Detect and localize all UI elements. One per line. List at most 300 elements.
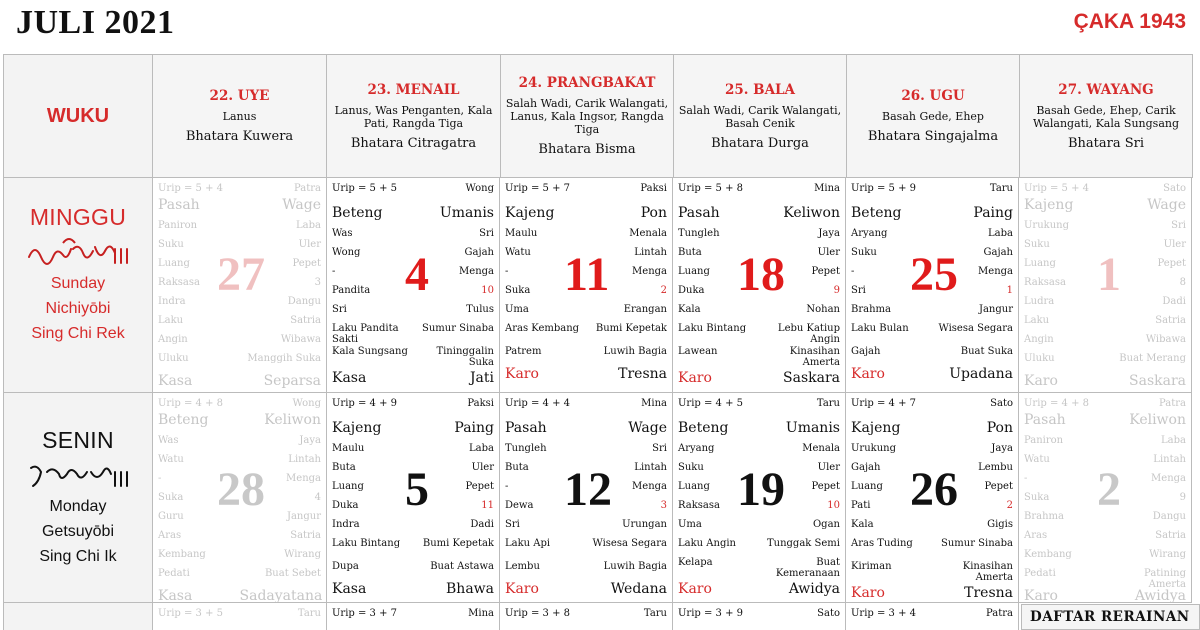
cell-row xyxy=(1024,198,1186,220)
cell-row-label: Luang xyxy=(678,266,710,277)
cell-row xyxy=(851,228,1013,247)
cell-row-label: Karo xyxy=(1024,373,1058,389)
wuku-label-cell xyxy=(4,55,153,178)
cell-row-label: Pasah xyxy=(158,197,200,213)
cell-row-label: Karo xyxy=(851,585,885,601)
cell-row-label: Luang xyxy=(851,481,883,492)
cell-row-label: Duka xyxy=(332,500,359,511)
cell-row-value: 8 xyxy=(1179,277,1186,288)
cell-row-label: Uma xyxy=(678,519,702,530)
wuku-deity: Bhatara Citragatra xyxy=(350,135,477,151)
cell-row xyxy=(332,304,494,323)
cell-row-label: Pasah xyxy=(1024,412,1066,428)
cell-row-label: Kasa xyxy=(158,588,193,603)
cell-row-value: Laba xyxy=(469,443,494,454)
cell-row xyxy=(332,206,494,228)
cell-row-label: Laku Bulan xyxy=(851,323,909,334)
cell-row-value: Sadayatana xyxy=(239,588,323,603)
cell-row-value: 9 xyxy=(833,285,840,296)
cell-row xyxy=(851,586,1013,603)
cell-row-label: Urip = 5 + 4 xyxy=(1024,183,1090,194)
cell-row-label: Laku xyxy=(1024,315,1050,326)
cell-row-value: Lintah xyxy=(288,454,321,465)
cell-row-label: Pasah xyxy=(678,205,720,221)
day-name-english: Sunday xyxy=(50,275,106,292)
cell-row-value: Wibawa xyxy=(1145,334,1186,345)
cell-row-label: Beteng xyxy=(158,412,209,428)
day-cell[interactable] xyxy=(153,603,327,630)
cell-row-label: Luang xyxy=(158,258,190,269)
cell-row-value: Jaya xyxy=(818,228,840,239)
cell-row-value: Lintah xyxy=(1153,454,1186,465)
cell-row-value: Sri xyxy=(1171,220,1186,231)
cell-row-value: Urungan xyxy=(622,519,667,530)
cell-row-label: Beteng xyxy=(678,420,729,436)
cell-row-label: Sri xyxy=(332,304,347,315)
day-label-tuesday xyxy=(4,603,153,630)
cell-row xyxy=(505,538,667,561)
cell-row-label: Paniron xyxy=(1024,435,1064,446)
cell-row-label: Kembang xyxy=(1024,549,1072,560)
cell-row xyxy=(158,220,321,239)
cell-row-value: Manggih Suka xyxy=(247,353,321,364)
cell-row-value: Awidya xyxy=(788,581,840,597)
cell-row-value: Luwih Bagia xyxy=(603,561,667,572)
cell-row-value: 1 xyxy=(1006,285,1013,296)
cell-row-value: Upadana xyxy=(949,366,1013,382)
cell-row-value: Jangur xyxy=(286,511,321,522)
cell-row-label: Gajah xyxy=(851,346,881,357)
cell-row-value: Umanis xyxy=(439,205,494,221)
cell-row-value: Uler xyxy=(817,462,840,473)
wuku-cell xyxy=(847,55,1020,178)
cell-row-value: Menga xyxy=(632,266,667,277)
wuku-description: Salah Wadi, Carik Walangati, Basah Cenik xyxy=(678,103,842,130)
cell-row xyxy=(158,589,321,603)
day-name-chinese: Sing Chi Rek xyxy=(31,325,125,342)
cell-row xyxy=(1024,568,1186,590)
date-number: 19 xyxy=(737,463,785,516)
cell-row xyxy=(505,608,667,623)
cell-row-label: Pati xyxy=(851,500,871,511)
cell-row-value: Pon xyxy=(640,205,667,221)
cell-row-value: Jaya xyxy=(299,435,321,446)
cell-row-value: Laba xyxy=(1161,435,1186,446)
date-number: 27 xyxy=(217,248,265,301)
cell-row-value: Wirang xyxy=(284,549,321,560)
cell-row-value: Buat Astawa xyxy=(430,561,494,572)
wuku-description: Salah Wadi, Carik Walangati, Lanus, Kala Ingsor, Rangda Tiga xyxy=(505,97,669,136)
cell-row-label: Kajeng xyxy=(1024,197,1074,213)
cell-row-label: Suku xyxy=(158,239,184,250)
cell-row-label: Was xyxy=(332,228,353,239)
cell-row-value: Dangu xyxy=(1152,511,1186,522)
calendar-grid xyxy=(3,54,1193,630)
cell-row xyxy=(1024,374,1186,392)
day-cell[interactable] xyxy=(673,393,846,603)
day-cell[interactable] xyxy=(500,393,673,603)
cell-row xyxy=(678,228,840,247)
cell-row xyxy=(158,353,321,372)
cell-row-label: Luang xyxy=(1024,258,1056,269)
cell-row xyxy=(851,398,1013,421)
week-row-1 xyxy=(4,178,1193,393)
cell-row-value: Uler xyxy=(298,239,321,250)
cell-row-value: Sato xyxy=(1163,183,1186,194)
day-cell[interactable] xyxy=(153,393,327,603)
cell-row-label: Duka xyxy=(678,285,705,296)
cell-row-value: Paing xyxy=(973,205,1013,221)
day-name: SENIN xyxy=(42,427,114,453)
cell-row xyxy=(1024,435,1186,454)
cell-row-value: Wage xyxy=(282,197,321,213)
cell-row-label: Suku xyxy=(1024,239,1050,250)
week-row-2 xyxy=(4,393,1193,603)
cell-row xyxy=(851,304,1013,323)
cell-row-label: Angin xyxy=(158,334,188,345)
cell-row-value: Uler xyxy=(1163,239,1186,250)
cell-row-value: Dadi xyxy=(1162,296,1186,307)
cell-row-value: Keliwon xyxy=(1129,412,1186,428)
wuku-cell xyxy=(327,55,501,178)
cell-row-value: Wisesa Segara xyxy=(938,323,1013,334)
cell-row-value: Buat Kemeranaan xyxy=(775,557,840,579)
cell-row-value: Taru xyxy=(989,183,1013,194)
cell-row-value: Buat Sebet xyxy=(264,568,321,579)
wuku-label: WUKU xyxy=(46,104,110,127)
cell-row-label: Uma xyxy=(505,304,529,315)
cell-row-label: Kelapa xyxy=(678,557,713,568)
cell-row-value: 10 xyxy=(481,285,494,296)
cell-row-value: Mina xyxy=(468,608,494,619)
balinese-script-icon xyxy=(23,458,133,492)
cell-row xyxy=(158,374,321,392)
cell-row-label: Kajeng xyxy=(332,420,382,436)
wuku-name: 24. PRANGBAKAT xyxy=(518,75,656,91)
cell-row-value: Keliwon xyxy=(783,205,840,221)
cell-row-label: Urip = 5 + 8 xyxy=(678,183,744,194)
cell-row-value: Wibawa xyxy=(280,334,321,345)
cell-row-value: 3 xyxy=(314,277,321,288)
date-number: 2 xyxy=(1097,463,1121,516)
cell-row xyxy=(332,323,494,346)
cell-row xyxy=(505,582,667,600)
day-cell[interactable] xyxy=(153,178,327,393)
cell-row-label: Aras Tuding xyxy=(851,538,913,549)
cell-row-value: Patra xyxy=(1158,398,1186,409)
cell-row-value: Sri xyxy=(479,228,494,239)
cell-row-value: Lintah xyxy=(634,462,667,473)
cell-row xyxy=(678,304,840,323)
cell-row-label: Sri xyxy=(505,519,520,530)
cell-row-value: 3 xyxy=(660,500,667,511)
cell-row-label: Karo xyxy=(851,366,885,382)
cell-row-label: Urip = 3 + 5 xyxy=(158,608,224,619)
cell-row-value: Lembu xyxy=(978,462,1013,473)
wuku-deity: Bhatara Singajalma xyxy=(867,129,999,144)
cell-row-label: Beteng xyxy=(332,205,383,221)
cell-row-label: Urip = 4 + 4 xyxy=(505,398,571,409)
day-name: MINGGU xyxy=(29,204,127,230)
cell-row-label: Lawean xyxy=(678,346,718,357)
cell-row-label: Kala Sungsang xyxy=(332,346,408,357)
cell-row-value: Lintah xyxy=(634,247,667,258)
date-number: 5 xyxy=(405,463,429,516)
cell-row xyxy=(678,443,840,462)
cell-row-value: Laba xyxy=(296,220,321,231)
cell-row-value: Menala xyxy=(802,443,840,454)
cell-row xyxy=(678,206,840,228)
wuku-cell xyxy=(501,55,674,178)
date-number: 12 xyxy=(564,463,612,516)
wuku-deity: Bhatara Durga xyxy=(711,135,809,151)
cell-row-label: Lembu xyxy=(505,561,540,572)
cell-row-label: Kiriman xyxy=(851,561,892,572)
cell-row xyxy=(332,561,494,580)
cell-row xyxy=(1024,589,1186,603)
cell-row xyxy=(1024,315,1186,334)
cell-row-label: Tungleh xyxy=(505,443,547,454)
cell-row-value: Wisesa Segara xyxy=(592,538,667,549)
cell-row-value: Tresna xyxy=(618,366,667,382)
cell-row-value: Bhawa xyxy=(446,581,494,597)
cell-row xyxy=(505,183,667,206)
date-number: 25 xyxy=(910,248,958,301)
cell-row-label: Angin xyxy=(1024,334,1054,345)
cell-row-label: Kasa xyxy=(332,581,367,597)
day-cell[interactable] xyxy=(1019,178,1192,393)
cell-row xyxy=(158,568,321,587)
wuku-name: 27. WAYANG xyxy=(1058,81,1154,98)
cell-row-label: Raksasa xyxy=(158,277,200,288)
cell-row-label: Kajeng xyxy=(505,205,555,221)
day-cell[interactable] xyxy=(673,603,846,630)
date-number: 28 xyxy=(217,463,265,516)
cell-row-label: Suku xyxy=(851,247,877,258)
cell-row-value: Satria xyxy=(1155,315,1186,326)
cell-row xyxy=(158,315,321,334)
cell-row xyxy=(158,183,321,198)
cell-row xyxy=(505,323,667,346)
cell-row-label: Suka xyxy=(158,492,184,503)
cell-row xyxy=(158,413,321,435)
cell-row-label: Pandita xyxy=(332,285,371,296)
cell-row-value: Ogan xyxy=(812,519,840,530)
cell-row xyxy=(851,538,1013,561)
cell-row-value: Umanis xyxy=(785,420,840,436)
cell-row-value: Paing xyxy=(454,420,494,436)
cell-row-label: Tungleh xyxy=(678,228,720,239)
cell-row-label: Kajeng xyxy=(851,420,901,436)
cell-row xyxy=(332,398,494,421)
wuku-name: 22. UYE xyxy=(209,88,270,104)
cell-row-value: Paksi xyxy=(640,183,667,194)
cell-row-label: Aryang xyxy=(678,443,715,454)
cell-row xyxy=(678,519,840,538)
cell-row-label: Urip = 5 + 9 xyxy=(851,183,917,194)
cell-row xyxy=(851,608,1013,623)
cell-row-value: Awidya xyxy=(1134,588,1186,603)
cell-row xyxy=(678,323,840,346)
cell-row xyxy=(1024,398,1186,413)
cell-row-value: Mina xyxy=(641,398,667,409)
cell-row-label: Karo xyxy=(678,370,712,386)
cell-row-label: Paniron xyxy=(158,220,198,231)
month-title: JULI 2021 xyxy=(16,4,175,41)
cell-row-label: Urip = 5 + 5 xyxy=(332,183,398,194)
cell-row-label: Aras Kembang xyxy=(505,323,580,334)
cell-row-label: Laku Bintang xyxy=(678,323,747,334)
cell-row-label: Karo xyxy=(678,581,712,597)
cell-row-value: Menga xyxy=(459,266,494,277)
cell-row xyxy=(851,519,1013,538)
day-cell[interactable] xyxy=(846,393,1019,603)
page-header xyxy=(0,0,1200,54)
cell-row-value: Taru xyxy=(297,608,321,619)
cell-row-value: Wedana xyxy=(610,581,667,597)
cell-row-label: Urip = 4 + 8 xyxy=(158,398,224,409)
wuku-cell xyxy=(153,55,327,178)
cell-row-value: Uler xyxy=(471,462,494,473)
wuku-description: Lanus, Was Penganten, Kala Pati, Rangda Tiga xyxy=(334,103,493,130)
cell-row xyxy=(505,206,667,228)
cell-row-value: Patra xyxy=(293,183,321,194)
cell-row-value: Buat Suka xyxy=(960,346,1013,357)
cell-row-label: Uluku xyxy=(158,353,189,364)
day-cell[interactable] xyxy=(327,393,500,603)
cell-row-label: - xyxy=(332,266,336,277)
day-cell[interactable] xyxy=(846,178,1019,393)
cell-row-label: Laku Angin xyxy=(678,538,736,549)
cell-row-value: Lebu Katiup Angin xyxy=(777,323,840,345)
cell-row xyxy=(332,538,494,561)
cell-row-value: Jangur xyxy=(978,304,1013,315)
cell-row-label: Buta xyxy=(505,462,529,473)
day-cell[interactable] xyxy=(327,178,500,393)
wuku-deity: Bhatara Kuwera xyxy=(185,129,294,144)
day-cell[interactable] xyxy=(1019,393,1192,603)
cell-row-value: Sumur Sinaba xyxy=(941,538,1013,549)
date-number: 11 xyxy=(564,248,610,301)
cell-row-label: Luang xyxy=(332,481,364,492)
cell-row-label: Indra xyxy=(332,519,360,530)
cell-row-value: Taru xyxy=(643,608,667,619)
cell-row-value: Tresna xyxy=(964,585,1013,601)
day-cell[interactable] xyxy=(846,603,1019,630)
daftar-rerainan-heading: DAFTAR RERAINAN xyxy=(1021,604,1200,630)
cell-row-value: Laba xyxy=(988,228,1013,239)
cell-row-label: Karo xyxy=(505,581,539,597)
wuku-cell xyxy=(1020,55,1193,178)
cell-row-label: Was xyxy=(158,435,179,446)
cell-row-label: Urip = 4 + 9 xyxy=(332,398,398,409)
cell-row xyxy=(505,304,667,323)
cell-row-label: Karo xyxy=(1024,588,1058,603)
cell-row xyxy=(505,398,667,421)
cell-row-value: Jati xyxy=(469,370,494,386)
cell-row-value: Bumi Kepetak xyxy=(422,538,494,549)
cell-row-label: Kembang xyxy=(158,549,206,560)
cell-row xyxy=(158,398,321,413)
date-number: 1 xyxy=(1097,248,1121,301)
cell-row-value: 2 xyxy=(660,285,667,296)
cell-row-value: Satria xyxy=(290,315,321,326)
cell-row-label: Kasa xyxy=(158,373,193,389)
cell-row xyxy=(678,538,840,557)
cell-row-value: Pepet xyxy=(811,481,840,492)
cell-row-label: Raksasa xyxy=(1024,277,1066,288)
cell-row-value: 11 xyxy=(481,500,494,511)
cell-row-label: Urukung xyxy=(1024,220,1069,231)
balinese-script-icon xyxy=(23,235,133,269)
cell-row-label: Suka xyxy=(1024,492,1050,503)
cell-row-value: Pepet xyxy=(984,481,1013,492)
cell-row-label: Luang xyxy=(678,481,710,492)
day-cell[interactable] xyxy=(500,178,673,393)
cell-row-value: Pepet xyxy=(465,481,494,492)
cell-row-label: Sri xyxy=(851,285,866,296)
wuku-description: Basah Gede, Ehep, Carik Walangati, Kala Sungsang xyxy=(1032,103,1180,130)
cell-row-value: 2 xyxy=(1006,500,1013,511)
cell-row-label: Urip = 4 + 8 xyxy=(1024,398,1090,409)
cell-row xyxy=(1024,549,1186,568)
cell-row-value: Gigis xyxy=(987,519,1013,530)
cell-row-label: Kasa xyxy=(332,370,367,386)
cell-row-value: Satria xyxy=(1155,530,1186,541)
cell-row-label: Beteng xyxy=(851,205,902,221)
date-number: 18 xyxy=(737,248,785,301)
cell-row-label: Laku Bintang xyxy=(332,538,401,549)
wuku-name: 25. BALA xyxy=(724,81,796,98)
wuku-description: Basah Gede, Ehep xyxy=(882,110,984,123)
cell-row-label: Laku Api xyxy=(505,538,551,549)
cell-row-value: Pepet xyxy=(292,258,321,269)
cell-row-label: Gajah xyxy=(851,462,881,473)
cell-row xyxy=(851,367,1013,385)
cell-row-value: Pon xyxy=(986,420,1013,436)
wuku-name: 26. UGU xyxy=(901,88,965,104)
cell-row-label: - xyxy=(505,266,509,277)
cell-row-label: Urip = 3 + 7 xyxy=(332,608,398,619)
cell-row xyxy=(158,530,321,549)
cell-row-label: - xyxy=(851,266,855,277)
date-number: 26 xyxy=(910,463,958,516)
day-cell[interactable] xyxy=(673,178,846,393)
cell-row xyxy=(332,371,494,389)
cell-row-label: Pedati xyxy=(158,568,190,579)
cell-row-label: - xyxy=(1024,473,1028,484)
cell-row-value: Satria xyxy=(290,530,321,541)
cell-row-value: Wirang xyxy=(1149,549,1186,560)
cell-row-value: Menga xyxy=(632,481,667,492)
wuku-cell xyxy=(674,55,847,178)
cell-row xyxy=(332,183,494,206)
week-row-3 xyxy=(4,603,1193,630)
cell-row xyxy=(678,421,840,443)
cell-row-label: Buta xyxy=(332,462,356,473)
day-cell[interactable] xyxy=(327,603,500,630)
cell-row xyxy=(505,367,667,385)
cell-row-label: Wong xyxy=(332,247,361,258)
cell-row-label: Guru xyxy=(158,511,184,522)
cell-row-label: Aryang xyxy=(851,228,888,239)
cell-row xyxy=(505,519,667,538)
cell-row xyxy=(158,198,321,220)
cell-row-label: Urip = 3 + 9 xyxy=(678,608,744,619)
cell-row-label: Urip = 5 + 7 xyxy=(505,183,571,194)
day-cell[interactable] xyxy=(500,603,673,630)
cell-row-value: Mina xyxy=(814,183,840,194)
